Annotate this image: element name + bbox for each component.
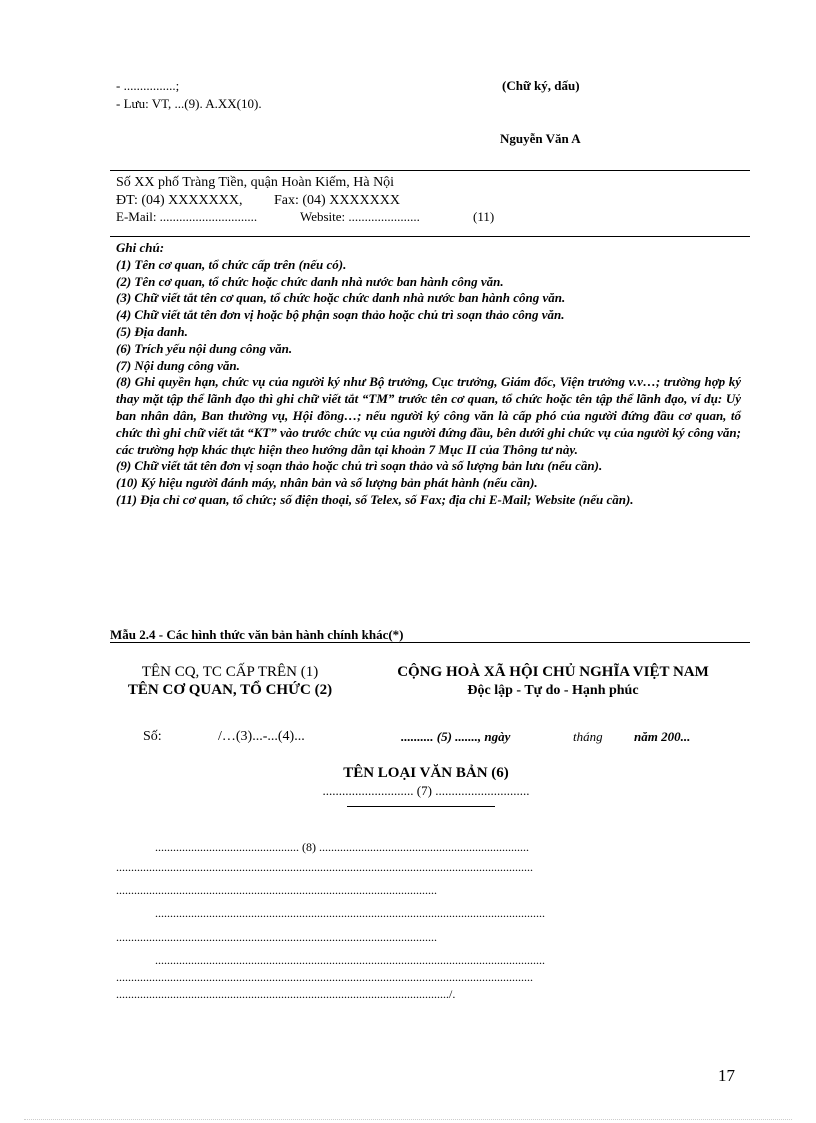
national-title: CỘNG HOÀ XÃ HỘI CHỦ NGHĨA VIỆT NAM bbox=[397, 664, 709, 680]
page-bottom-edge bbox=[24, 1119, 792, 1120]
website-line: Website: ...................... bbox=[300, 209, 420, 224]
body-line-8: .............................................................................................................../. bbox=[116, 987, 456, 1001]
body-line-6: .................................................................................................................................. bbox=[155, 953, 545, 967]
note-9: (9) Chữ viết tắt tên đơn vị soạn thảo hoặc chủ trì soạn thảo và số lượng bản lưu (nếu cần). bbox=[116, 458, 603, 474]
month-label: tháng bbox=[573, 729, 603, 744]
note-8: (8) Ghi quyền hạn, chức vụ của người ký như Bộ trưởng, Cục trưởng, Giám đốc, Viện trưởng v.v…; trường hợp ký thay mặt tập thể lãnh đạo thì ghi chữ viết tắt “TM” trước tên cơ quan, tổ chức hoặc tên tập thể lãnh đạo, ví dụ: Uỷ ban nhân dân, Ban thường vụ, Hội đồng…; nếu người ký công văn là cấp phó của người đứng đầu cơ quan, tổ chức thì ghi chữ viết tắt “KT” vào trước chức vụ của người đứng đầu, bên dưới ghi chức vụ của người ký công văn; các trường hợp khác thực hiện theo hướng dẫn tại khoản 7 Mục II của Thông tư này. bbox=[116, 374, 741, 457]
note-10: (10) Ký hiệu người đánh máy, nhân bản và số lượng bản phát hành (nếu cần). bbox=[116, 475, 538, 491]
doc-type: TÊN LOẠI VĂN BẢN (6) bbox=[343, 765, 509, 781]
body-line-5: ........................................................................................................... bbox=[116, 930, 437, 944]
body-line-4: .................................................................................................................................. bbox=[155, 906, 545, 920]
page-number: 17 bbox=[718, 1066, 735, 1085]
body-line-2: ........................................................................................................................................... bbox=[116, 860, 533, 874]
body-line-1: ................................................ (8) ...................................................................... bbox=[155, 840, 529, 854]
note-11: (11) Địa chỉ cơ quan, tổ chức; số điện thoại, số Telex, số Fax; địa chỉ E-Mail; Website (nếu cần). bbox=[116, 491, 634, 507]
address-marker: (11) bbox=[473, 209, 495, 224]
notes-title: Ghi chú: bbox=[116, 240, 165, 255]
number-value: /…(3)...-...(4)... bbox=[218, 729, 305, 744]
notes-block bbox=[116, 240, 741, 509]
body-line-3: ........................................................................................................... bbox=[116, 883, 437, 897]
signer-name: Nguyễn Văn A bbox=[500, 131, 581, 146]
form-heading: Mẫu 2.4 - Các hình thức văn bản hành chính khác(*) bbox=[110, 627, 404, 642]
note-4: (4) Chữ viết tắt tên đơn vị hoặc bộ phận soạn thảo hoặc chủ trì soạn thảo công văn. bbox=[116, 307, 565, 323]
place-date: .......... (5) ......., ngày bbox=[401, 729, 511, 744]
motto: Độc lập - Tự do - Hạnh phúc bbox=[467, 683, 639, 698]
note-1: (1) Tên cơ quan, tổ chức cấp trên (nếu có). bbox=[116, 256, 347, 272]
divider-form bbox=[110, 642, 750, 643]
year-label: năm 200... bbox=[634, 729, 691, 744]
number-label: Số: bbox=[143, 729, 162, 744]
note-2: (2) Tên cơ quan, tổ chức hoặc chức danh nhà nước ban hành công văn. bbox=[116, 273, 504, 289]
divider-address bbox=[110, 236, 750, 237]
email-line: E-Mail: .............................. bbox=[116, 209, 258, 224]
fax-line: Fax: (04) XXXXXXX bbox=[274, 193, 400, 208]
note-3: (3) Chữ viết tắt tên cơ quan, tổ chức hoặc chức danh nhà nước ban hành công văn. bbox=[116, 290, 566, 306]
parent-org: TÊN CQ, TC CẤP TRÊN (1) bbox=[141, 664, 319, 680]
phone-line: ĐT: (04) XXXXXXX, bbox=[116, 193, 243, 208]
note-5: (5) Địa danh. bbox=[116, 323, 188, 339]
divider-top bbox=[110, 170, 750, 171]
title-underline bbox=[347, 806, 495, 807]
summary-line: ............................ (7) ............................. bbox=[322, 783, 530, 798]
archive-line: - Lưu: VT, ...(9). A.XX(10). bbox=[116, 96, 262, 111]
signature-label: (Chữ ký, dấu) bbox=[502, 78, 580, 93]
address-line: Số XX phố Tràng Tiền, quận Hoàn Kiếm, Hà Nội bbox=[116, 175, 395, 190]
org-name: TÊN CƠ QUAN, TỔ CHỨC (2) bbox=[127, 682, 333, 698]
note-6: (6) Trích yếu nội dung công văn. bbox=[116, 340, 293, 356]
recipient-line: - ................; bbox=[116, 78, 180, 93]
note-7: (7) Nội dung công văn. bbox=[116, 357, 240, 373]
body-line-7: ........................................................................................................................................... bbox=[116, 970, 533, 984]
